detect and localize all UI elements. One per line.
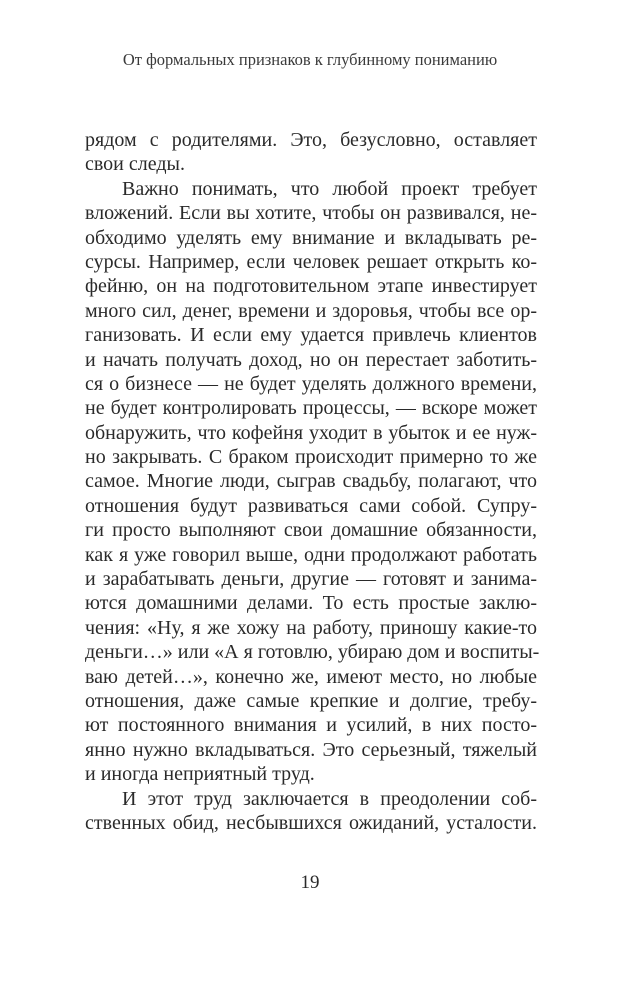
- text-line: отношения, даже самые крепкие и долгие, требу-: [85, 689, 537, 712]
- text-line: отношения будут развиваться сами собой. Супру-: [85, 494, 537, 517]
- text-line: самое. Многие люди, сыграв свадьбу, полагают, что: [85, 470, 537, 493]
- text-line: фейню, он на подготовительном этапе инвестирует: [85, 275, 537, 298]
- text-line: ственных обид, несбывшихся ожиданий, усталости.: [85, 811, 537, 834]
- text-line: и зарабатывать деньги, другие — готовят и занима-: [85, 568, 537, 591]
- text-line: чения: «Ну, я же хожу на работу, приношу какие-то: [85, 616, 537, 639]
- text-line: деньги…» или «А я готовлю, убираю дом и воспиты-: [85, 641, 540, 664]
- text-line: Важно понимать, что любой проект требует: [122, 177, 537, 200]
- text-line: обходимо уделять ему внимание и вкладывать ре-: [85, 226, 537, 249]
- text-line: но закрывать. С браком происходит примерно то же: [85, 446, 537, 469]
- text-line: ганизовать. И если ему удается привлечь клиентов: [85, 324, 537, 347]
- text-line: ся о бизнесе — не будет уделять должного времени,: [85, 372, 537, 395]
- text-line: ют постоянного внимания и усилий, в них посто-: [85, 714, 537, 737]
- text-line: ги просто выполняют свои домашние обязанности,: [85, 519, 537, 542]
- text-line: ваю детей…», конечно же, имеют место, но любые: [85, 665, 537, 688]
- text-line: вложений. Если вы хотите, чтобы он развивался, не-: [85, 202, 537, 225]
- text-line: И этот труд заключается в преодолении соб-: [122, 787, 537, 810]
- text-line: не будет контролировать процессы, — вскоре может: [85, 397, 537, 420]
- page-number: 19: [300, 872, 320, 893]
- text-line: обнаружить, что кофейня уходит в убыток и ее нуж-: [85, 421, 537, 444]
- text-line: янно нужно вкладываться. Это серьезный, тяжелый: [85, 738, 537, 761]
- text-line: и начать получать доход, но он перестает заботить-: [85, 348, 537, 371]
- text-line: ются домашними делами. То есть простые заклю-: [85, 592, 537, 615]
- text-line: рядом с родителями. Это, безусловно, оставляет: [85, 129, 537, 151]
- text-line: много сил, денег, времени и здоровья, чтобы все ор-: [85, 299, 537, 322]
- running-header: От формальных признаков к глубинному пониманию: [122, 50, 498, 69]
- text-line: как я уже говорил выше, одни продолжают работать: [85, 543, 537, 566]
- text-line: и иногда неприятный труд.: [85, 763, 315, 786]
- text-line: свои следы.: [85, 153, 185, 176]
- body-text: [85, 128, 540, 835]
- text-line: сурсы. Например, если человек решает открыть ко-: [85, 250, 537, 273]
